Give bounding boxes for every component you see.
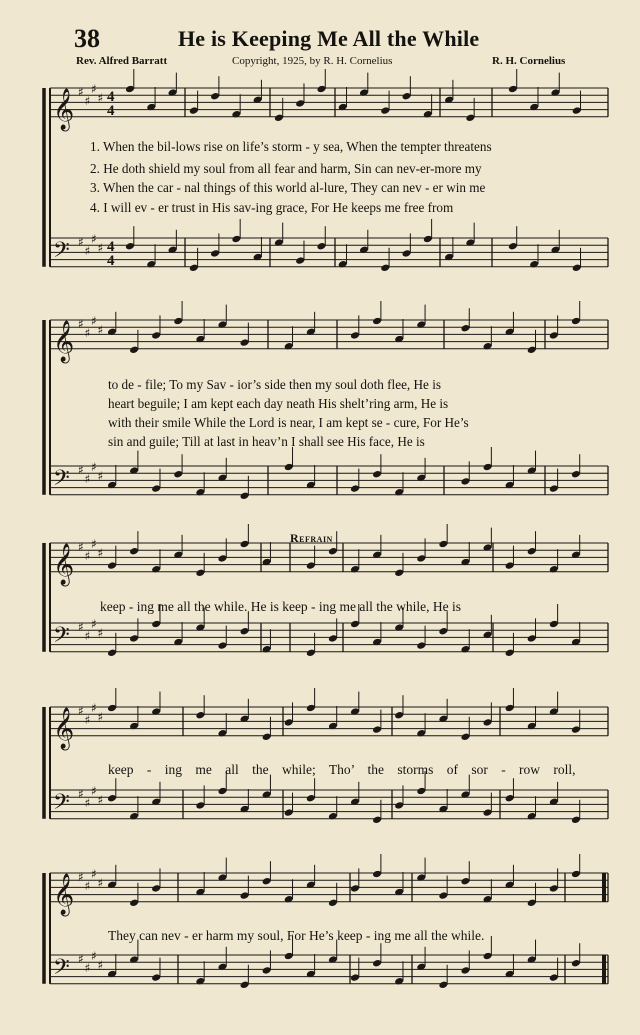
time-signature: 4 <box>107 239 115 255</box>
sharp-icon: ♯ <box>97 469 104 483</box>
refrain-line-1: keep - ing me all the while. He is keep - ing me all the while, He is <box>100 599 462 614</box>
sharp-icon: ♯ <box>78 704 84 718</box>
verse-4-line-2: sin and guile; Till at last in heav’n I shall see His face, He is <box>108 434 425 449</box>
sharp-icon: ♯ <box>91 867 97 881</box>
verse-3-line-2: with their smile While the Lord is near, I am kept se - cure, For He’s <box>108 415 469 430</box>
sharp-icon: ♯ <box>91 701 97 715</box>
sharp-icon: ♯ <box>97 546 104 560</box>
time-signature: 4 <box>107 103 115 119</box>
copyright-notice: Copyright, 1925, by R. H. Cornelius <box>232 55 393 67</box>
treble-clef-icon: 𝄞 <box>53 88 75 130</box>
sharp-icon: ♯ <box>84 629 91 643</box>
bass-clef-icon: 𝄢 <box>53 465 70 496</box>
sharp-icon: ♯ <box>97 793 104 807</box>
sharp-icon: ♯ <box>97 626 104 640</box>
sharp-icon: ♯ <box>78 540 84 554</box>
sharp-icon: ♯ <box>91 232 97 246</box>
time-signature: 4 <box>107 253 115 269</box>
verse-1-line-2: to de - file; To my Sav - ior’s side then my soul doth flee, He is <box>108 377 441 392</box>
sharp-icon: ♯ <box>97 876 104 890</box>
sharp-icon: ♯ <box>84 326 91 340</box>
sharp-icon: ♯ <box>78 85 84 99</box>
refrain-label: Refrain <box>290 531 333 545</box>
sharp-icon: ♯ <box>78 620 84 634</box>
sharp-icon: ♯ <box>78 870 84 884</box>
sharp-icon: ♯ <box>91 82 97 96</box>
sharp-icon: ♯ <box>84 244 91 258</box>
treble-clef-icon: 𝄞 <box>53 543 75 585</box>
sharp-icon: ♯ <box>84 94 91 108</box>
hymn-number: 38 <box>74 24 100 53</box>
sharp-icon: ♯ <box>91 784 97 798</box>
sharp-icon: ♯ <box>78 463 84 477</box>
hymn-title: He is Keeping Me All the While <box>178 26 480 51</box>
time-signature: 4 <box>107 89 115 105</box>
sharp-icon: ♯ <box>91 314 97 328</box>
treble-clef-icon: 𝄞 <box>53 873 75 915</box>
verse-3-line-1: 3. When the car - nal things of this world al-lure, They can nev - er win me <box>90 180 486 195</box>
sharp-icon: ♯ <box>91 460 97 474</box>
sharp-icon: ♯ <box>84 796 91 810</box>
sharp-icon: ♯ <box>84 961 91 975</box>
words-credit: Rev. Alfred Barratt <box>76 55 168 67</box>
refrain-line-2: keep - ing me all the while; Tho’ the storms of sor - row roll, <box>108 762 576 777</box>
sharp-icon: ♯ <box>91 949 97 963</box>
bass-clef-icon: 𝄢 <box>53 789 70 820</box>
bass-clef-icon: 𝄢 <box>53 622 70 653</box>
refrain-line-3: They can nev - er harm my soul, For He’s keep - ing me all the while. <box>108 928 485 943</box>
sharp-icon: ♯ <box>84 472 91 486</box>
bass-clef-icon: 𝄢 <box>53 237 70 268</box>
sharp-icon: ♯ <box>78 787 84 801</box>
verse-2-line-2: heart beguile; I am kept each day neath His shelt’ring arm, He is <box>108 396 449 411</box>
verse-2-line-1: 2. He doth shield my soul from all fear and harm, Sin can nev-er-more my <box>90 161 482 176</box>
treble-clef-icon: 𝄞 <box>53 320 75 362</box>
sharp-icon: ♯ <box>91 537 97 551</box>
sharp-icon: ♯ <box>84 879 91 893</box>
music-credit: R. H. Cornelius <box>492 55 566 67</box>
sharp-icon: ♯ <box>97 958 104 972</box>
treble-clef-icon: 𝄞 <box>53 707 75 749</box>
verse-1-line-1: 1. When the bil-lows rise on life’s storm - y sea, When the tempter threatens <box>90 139 492 154</box>
sharp-icon: ♯ <box>97 323 104 337</box>
sharp-icon: ♯ <box>84 549 91 563</box>
sharp-icon: ♯ <box>97 91 104 105</box>
sharp-icon: ♯ <box>78 317 84 331</box>
sharp-icon: ♯ <box>84 713 91 727</box>
verse-4-line-1: 4. I will ev - er trust in His sav-ing grace, For He keeps me free from <box>90 200 454 215</box>
sharp-icon: ♯ <box>78 235 84 249</box>
sharp-icon: ♯ <box>97 241 104 255</box>
sharp-icon: ♯ <box>78 952 84 966</box>
bass-clef-icon: 𝄢 <box>53 954 70 985</box>
sharp-icon: ♯ <box>91 617 97 631</box>
sharp-icon: ♯ <box>97 710 104 724</box>
